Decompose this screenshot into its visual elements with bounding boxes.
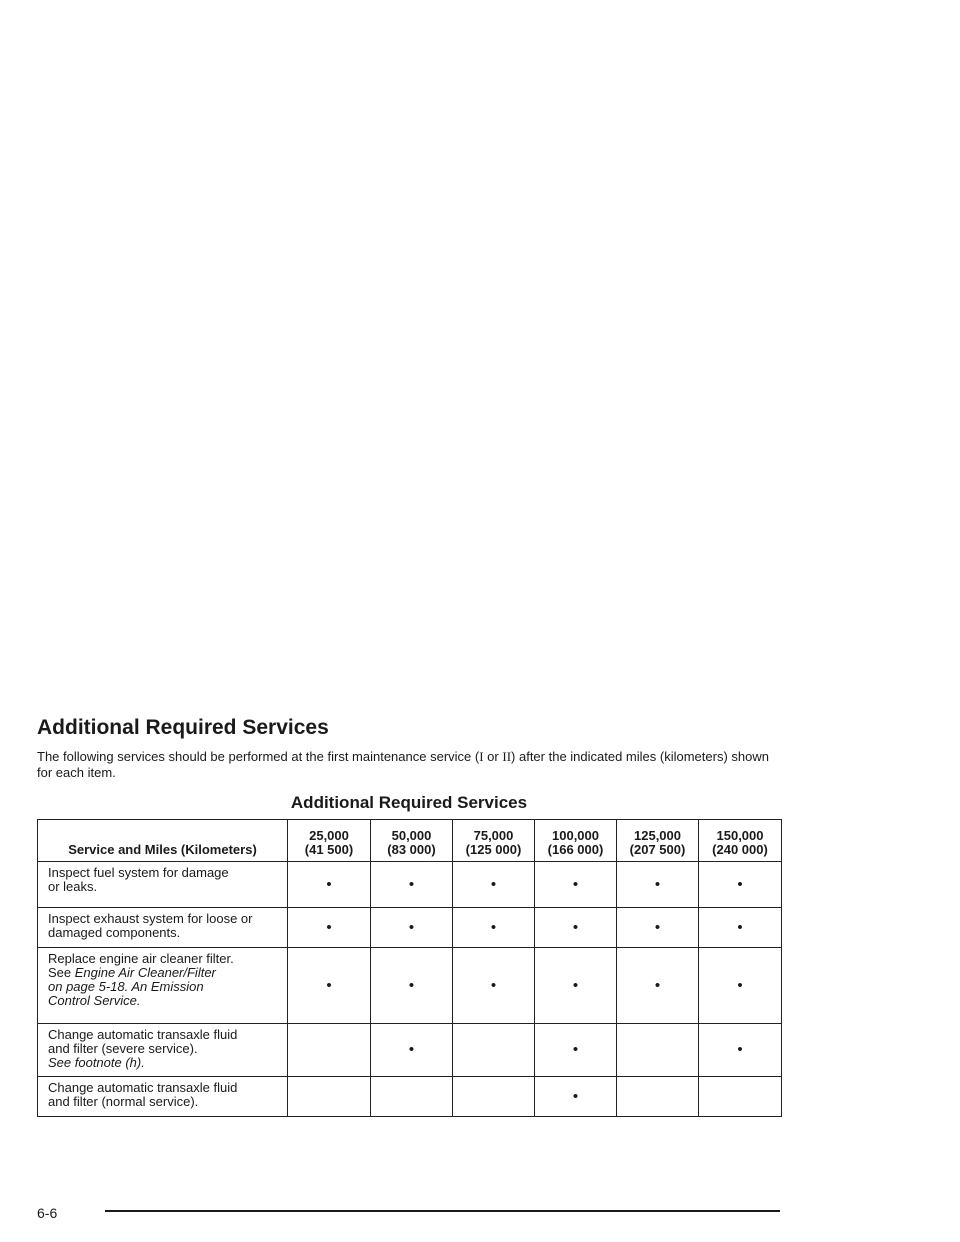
interval-cell bbox=[617, 1024, 699, 1077]
header-interval-4: 100,000 (166 000) bbox=[535, 820, 617, 862]
intro-text-before: The following services should be performed at the first maintenance service ( bbox=[37, 749, 480, 764]
service-required-bullet: • bbox=[408, 1041, 415, 1058]
interval-cell bbox=[371, 1077, 453, 1117]
description-line: Inspect exhaust system for loose or bbox=[48, 911, 253, 926]
interval-cell bbox=[699, 862, 782, 908]
interval-cell bbox=[288, 1077, 371, 1117]
interval-cell bbox=[453, 862, 535, 908]
service-description bbox=[38, 1077, 288, 1117]
service-ii-mark: II bbox=[502, 749, 512, 764]
service-description bbox=[38, 862, 288, 908]
interval-cell bbox=[453, 1024, 535, 1077]
interval-cell bbox=[617, 862, 699, 908]
service-required-bullet: • bbox=[572, 875, 579, 893]
service-description bbox=[38, 948, 288, 1024]
interval-cell bbox=[371, 1024, 453, 1077]
header-interval-6: 150,000 (240 000) bbox=[699, 820, 782, 862]
intro-text-after: ) after the indicated miles (kilometers) shown for each item. bbox=[37, 749, 769, 780]
service-description bbox=[38, 908, 288, 948]
interval-cell bbox=[453, 1077, 535, 1117]
interval-cell bbox=[288, 862, 371, 908]
table-title: Additional Required Services bbox=[290, 793, 528, 812]
service-required-bullet: • bbox=[408, 918, 415, 936]
interval-cell bbox=[617, 908, 699, 948]
interval-cell bbox=[699, 1024, 782, 1077]
service-required-bullet: • bbox=[654, 918, 661, 936]
service-required-bullet: • bbox=[737, 918, 743, 936]
service-required-bullet: • bbox=[572, 976, 579, 994]
interval-cell bbox=[371, 948, 453, 1024]
section-heading: Additional Required Services bbox=[37, 716, 329, 739]
see-prefix: See bbox=[48, 965, 75, 980]
page-number: 6-6 bbox=[37, 1205, 58, 1221]
footer-rule bbox=[105, 1210, 780, 1212]
reference-line: on page 5-18. An Emission bbox=[48, 979, 204, 994]
interval-cell bbox=[288, 948, 371, 1024]
service-required-bullet: • bbox=[572, 1087, 579, 1105]
service-required-bullet: • bbox=[654, 976, 661, 994]
table-row bbox=[38, 908, 782, 948]
service-required-bullet: • bbox=[408, 976, 415, 994]
service-required-bullet: • bbox=[326, 976, 332, 994]
service-required-bullet: • bbox=[326, 875, 332, 893]
interval-cell bbox=[371, 862, 453, 908]
interval-cell bbox=[371, 908, 453, 948]
table-row bbox=[38, 1077, 782, 1117]
interval-cell bbox=[699, 908, 782, 948]
service-required-bullet: • bbox=[326, 918, 332, 936]
description-line: damaged components. bbox=[48, 925, 181, 940]
interval-cell bbox=[288, 1024, 371, 1077]
header-interval-3: 75,000 (125 000) bbox=[453, 820, 535, 862]
table-row bbox=[38, 948, 782, 1024]
service-schedule-table bbox=[37, 819, 782, 1117]
interval-cell bbox=[535, 1077, 617, 1117]
header-interval-5: 125,000 (207 500) bbox=[617, 820, 699, 862]
description-line: Inspect fuel system for damage bbox=[48, 865, 229, 880]
service-i-mark: I bbox=[479, 749, 484, 764]
interval-cell bbox=[617, 948, 699, 1024]
table-row bbox=[38, 862, 782, 908]
interval-cell bbox=[535, 1024, 617, 1077]
interval-cell bbox=[288, 908, 371, 948]
service-required-bullet: • bbox=[490, 918, 497, 936]
description-line: Change automatic transaxle fluid bbox=[48, 1027, 238, 1042]
reference-line: See footnote (h). bbox=[48, 1055, 145, 1070]
description-line: Change automatic transaxle fluid bbox=[48, 1080, 238, 1095]
table-header-row bbox=[38, 820, 782, 862]
service-required-bullet: • bbox=[490, 875, 497, 893]
interval-cell bbox=[617, 1077, 699, 1117]
service-required-bullet: • bbox=[572, 1041, 579, 1058]
service-required-bullet: • bbox=[737, 976, 743, 994]
service-description bbox=[38, 1024, 288, 1077]
header-interval-1: 25,000 (41 500) bbox=[288, 820, 371, 862]
reference-line: Control Service. bbox=[48, 993, 141, 1008]
header-service-and-miles: Service and Miles (Kilometers) bbox=[38, 820, 288, 862]
service-required-bullet: • bbox=[572, 918, 579, 936]
interval-cell bbox=[535, 862, 617, 908]
service-required-bullet: • bbox=[737, 1041, 743, 1058]
interval-cell bbox=[535, 948, 617, 1024]
description-line: and filter (severe service). bbox=[48, 1041, 198, 1056]
intro-text-or: or bbox=[483, 749, 503, 764]
intro-paragraph bbox=[37, 749, 777, 781]
service-required-bullet: • bbox=[408, 875, 415, 893]
interval-cell bbox=[699, 948, 782, 1024]
interval-cell bbox=[453, 908, 535, 948]
interval-cell bbox=[699, 1077, 782, 1117]
table-row bbox=[38, 1024, 782, 1077]
description-line: and filter (normal service). bbox=[48, 1094, 199, 1109]
interval-cell bbox=[453, 948, 535, 1024]
header-interval-2: 50,000 (83 000) bbox=[371, 820, 453, 862]
description-line: Replace engine air cleaner filter. bbox=[48, 951, 234, 966]
interval-cell bbox=[535, 908, 617, 948]
service-required-bullet: • bbox=[737, 875, 743, 893]
reference-line: Engine Air Cleaner/Filter bbox=[74, 965, 216, 980]
description-line: or leaks. bbox=[48, 879, 98, 894]
service-required-bullet: • bbox=[654, 875, 661, 893]
service-required-bullet: • bbox=[490, 976, 497, 994]
